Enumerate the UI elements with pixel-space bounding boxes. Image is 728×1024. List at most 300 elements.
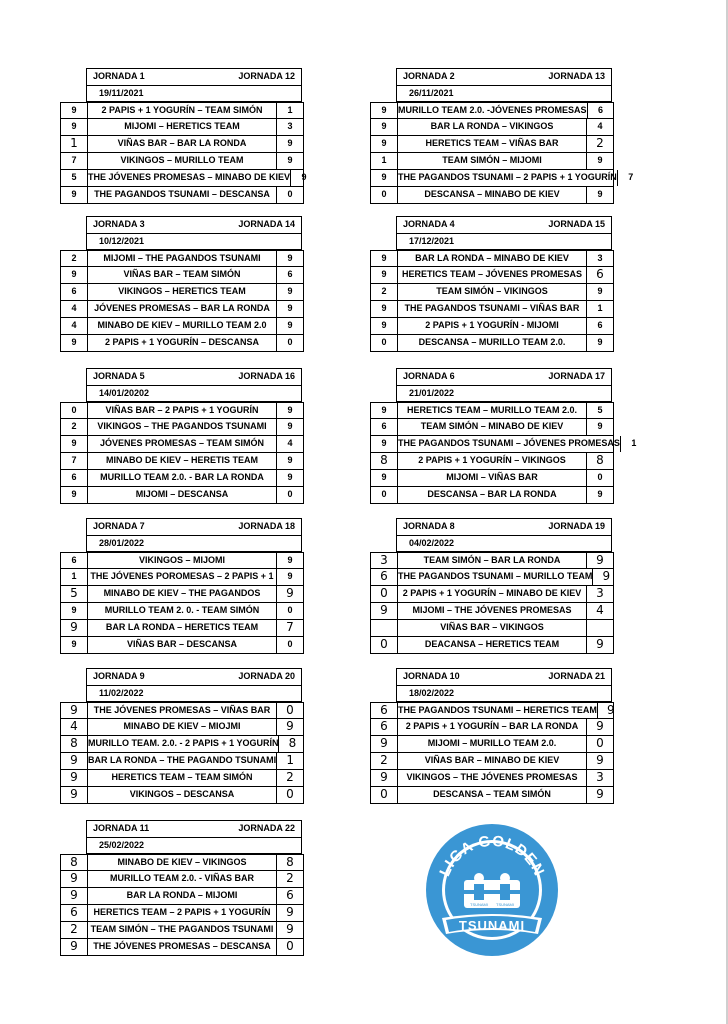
away-score: 9 [287,303,293,313]
match-row [370,603,614,620]
match-teams: 2 PAPIS + 1 YOGURÍN – DESCANSA [87,335,277,351]
away-score: 6 [598,105,604,115]
jornada-right-label: JORNADA 22 [238,823,295,833]
away-score: 3 [596,586,604,600]
match-teams: MINABO DE KIEV – MURILLO TEAM 2.0 [87,318,277,334]
match-teams: HERETICS TEAM – JÓVENES PROMESAS [397,267,587,283]
match-teams: THE PAGANDOS TSUNAMI – DESCANSA [87,187,277,203]
match-row [60,153,304,170]
home-score: 1 [70,136,78,150]
jornada-header [396,68,612,102]
home-score: 2 [71,253,77,263]
match-teams: VIKINGOS – THE PAGANDOS TSUNAMI [87,419,277,435]
match-teams: DESCANSA – MINABO DE KIEV [397,187,587,203]
match-teams: MINABO DE KIEV – MIOJMI [87,719,277,735]
match-row [370,301,614,318]
match-row [370,250,614,267]
match-row [370,402,614,419]
match-row [60,119,304,136]
away-score: 0 [286,787,294,801]
match-row [60,419,304,436]
match-teams: HERETICS TEAM – TEAM SIMÓN [87,770,277,786]
away-score: 9 [287,555,293,565]
match-teams: MINABO DE KIEV – THE PAGANDOS [87,586,277,602]
match-teams: VIKINGOS – DESCANSA [87,787,277,803]
match-row [370,787,614,804]
home-score: 9 [381,269,387,279]
match-teams: THE JÓVENES POROMESAS – 2 PAPIS + 1 [87,569,277,585]
away-score: 0 [286,939,294,953]
away-score: 9 [597,189,603,199]
match-teams: MIJOMI – THE JÓVENES PROMESAS [397,603,587,619]
jornada-left-label: JORNADA 4 [403,219,455,229]
match-row [370,702,614,719]
match-row [60,569,304,586]
away-score: 0 [287,189,293,199]
jornada-right-label: JORNADA 17 [548,371,605,381]
away-score: 5 [597,405,603,415]
match-row [370,119,614,136]
match-row [60,603,304,620]
home-score: 7 [71,455,77,465]
away-score: 1 [597,303,603,313]
jornada-header [86,668,302,702]
away-score: 3 [596,770,604,784]
header-divider [87,535,301,536]
home-score: 9 [381,253,387,263]
home-score: 4 [71,320,77,330]
match-teams: THE JÓVENES PROMESAS – MINABO DE KIEV [87,170,291,186]
match-teams: THE PAGANDOS TSUNAMI – VIÑAS BAR [397,301,587,317]
match-row [60,335,304,352]
home-score: 9 [70,871,78,885]
match-teams: MINABO DE KIEV – VIKINGOS [87,855,277,870]
jornada-header [86,368,302,402]
jornada-header [396,518,612,552]
home-score: 6 [380,569,388,583]
jornada-date: 11/02/2022 [99,688,144,698]
jornada-date: 28/01/2022 [99,538,145,548]
jornada-block [60,820,304,956]
match-teams: VIKINGOS – THE JÓVENES PROMESAS [397,770,587,786]
match-row [60,586,304,603]
away-score: 1 [287,105,293,115]
home-score: 9 [380,603,388,617]
match-teams: THE PAGANDOS TSUNAMI – MURILLO TEAM [397,569,593,585]
away-score: 2 [286,770,294,784]
away-score: 8 [596,453,604,467]
match-row [60,770,304,787]
match-row [60,905,304,922]
match-teams: BAR LA RONDA – THE PAGANDO TSUNAMI [87,753,277,769]
home-score: 9 [380,770,388,784]
jornada-block [60,368,304,504]
match-row [60,136,304,153]
match-teams: MURILLO TEAM 2.0. - VIÑAS BAR [87,871,277,887]
match-teams: HERETICS TEAM – MURILLO TEAM 2.0. [397,403,587,418]
home-score: 3 [380,553,388,567]
match-teams: THE PAGANDOS TSUNAMI – JÓVENES PROMESAS [397,436,621,452]
home-score: 9 [71,605,77,615]
home-score: 1 [71,571,77,581]
home-score: 9 [71,105,77,115]
away-score: 8 [288,736,297,750]
home-score: 1 [381,155,387,165]
match-row [60,854,304,871]
home-score: 0 [381,189,387,199]
home-score: 9 [71,639,77,649]
match-teams: MIJOMI – THE PAGANDOS TSUNAMI [87,251,277,266]
away-score: 9 [597,421,603,431]
logo-top-text: LIGA GOLDEN [436,832,548,880]
home-score: 2 [70,922,78,936]
home-score: 4 [71,303,77,313]
home-score: 9 [381,138,387,148]
away-score: 4 [287,438,293,448]
home-score: 2 [380,753,388,767]
jornada-block [370,668,614,804]
jornada-block [370,368,637,504]
match-teams: VIÑAS BAR – MINABO DE KIEV [397,753,587,769]
match-row [60,250,304,267]
home-score: 9 [71,189,77,199]
match-row [370,335,614,352]
jornada-right-label: JORNADA 20 [238,671,295,681]
away-score: 9 [597,489,603,499]
match-teams: TEAM SIMÓN – MIJOMI [397,153,587,169]
match-teams: 2 PAPIS + 1 YOGURÍN – MINABO DE KIEV [397,586,587,602]
jornada-block [60,68,307,204]
match-teams: THE JÓVENES PROMESAS – DESCANSA [87,939,277,955]
away-score: 2 [596,136,604,150]
away-score: 9 [287,455,293,465]
home-score: 0 [380,586,388,600]
header-divider [87,685,301,686]
match-teams: MURILLO TEAM. 2.0. - 2 PAPIS + 1 YOGURÍN [87,736,279,752]
home-score: 9 [70,770,78,784]
home-score: 9 [381,405,387,415]
away-score: 9 [596,787,604,801]
jornada-left-label: JORNADA 7 [93,521,145,531]
match-row [60,267,304,284]
jornada-right-label: JORNADA 21 [548,671,605,681]
match-row [370,719,614,736]
match-teams: TEAM SIMÓN – MINABO DE KIEV [397,419,587,435]
home-score: 6 [381,421,387,431]
jornada-left-label: JORNADA 6 [403,371,455,381]
away-score: 9 [286,586,294,600]
match-teams: VIÑAS BAR – DESCANSA [87,637,277,653]
home-score: 6 [380,719,388,733]
match-teams: HERETICS TEAM – VIÑAS BAR [397,136,587,152]
away-score: 3 [597,253,603,263]
away-score: 6 [596,267,604,281]
match-teams: THE PAGANDOS TSUNAMI – 2 PAPIS + 1 YOGURÍN [397,170,618,186]
match-row [370,620,614,637]
jornada-left-label: JORNADA 5 [93,371,145,381]
jornada-left-label: JORNADA 2 [403,71,455,81]
match-teams: BAR LA RONDA – MINABO DE KIEV [397,251,587,266]
match-row [370,637,614,654]
home-score: 2 [71,421,77,431]
away-score: 0 [597,472,603,482]
match-row [60,284,304,301]
header-divider [397,685,611,686]
match-row [60,719,304,736]
match-row [370,552,614,569]
away-score: 9 [607,703,615,717]
home-score: 9 [381,172,387,182]
match-teams: BAR LA RONDA – MIJOMI [87,888,277,904]
match-teams: BAR LA RONDA – VIKINGOS [397,119,587,135]
away-score: 9 [286,905,294,919]
match-teams: JÓVENES PROMESAS – TEAM SIMÓN [87,436,277,452]
jornada-left-label: JORNADA 1 [93,71,145,81]
away-score: 2 [286,871,294,885]
away-score: 9 [301,172,307,182]
match-row [370,436,637,453]
match-teams: VIÑAS BAR – 2 PAPIS + 1 YOGURÍN [87,403,277,418]
match-teams: TEAM SIMÓN – THE PAGANDOS TSUNAMI [87,922,277,938]
match-teams: MIJOMI – VIÑAS BAR [397,470,587,486]
jornada-header [86,518,302,552]
home-score: 0 [71,405,77,415]
match-row [60,470,304,487]
home-score: 4 [70,719,78,733]
match-row [60,787,304,804]
match-row [60,187,304,204]
away-score: 9 [286,719,294,733]
home-score: 2 [381,286,387,296]
jornada-header [396,668,612,702]
match-teams: DESCANSA – BAR LA RONDA [397,487,587,503]
header-divider [397,233,611,234]
match-row [60,637,304,654]
home-score: 9 [381,303,387,313]
home-score: 9 [71,121,77,131]
match-teams: MINABO DE KIEV – HERETIS TEAM [87,453,277,469]
match-row [370,470,614,487]
home-score: 9 [70,753,78,767]
jornada-date: 25/02/2022 [99,840,145,850]
away-score: 9 [287,286,293,296]
svg-text:TSUNAMI: TSUNAMI [496,902,514,907]
jornada-date: 10/12/2021 [99,236,145,246]
match-row [60,552,304,569]
match-row [60,318,304,335]
match-teams: TEAM SIMÓN – VIKINGOS [397,284,587,300]
match-row [370,419,614,436]
header-divider [87,385,301,386]
jornada-date: 18/02/2022 [409,688,455,698]
away-score: 1 [286,753,294,767]
header-divider [397,385,611,386]
jornada-header [396,368,612,402]
match-teams: VIKINGOS – MIJOMI [87,553,277,568]
home-score: 5 [71,172,77,182]
away-score: 0 [286,703,294,717]
header-divider [397,85,611,86]
jornada-left-label: JORNADA 9 [93,671,145,681]
home-score: 6 [71,555,77,565]
jornada-date: 21/01/2022 [409,388,455,398]
jornada-left-label: JORNADA 3 [93,219,145,229]
away-score: 9 [287,421,293,431]
match-teams: 2 PAPIS + 1 YOGURÍN – VIKINGOS [397,453,587,469]
jornada-left-label: JORNADA 11 [93,823,150,833]
match-teams: HERETICS TEAM – 2 PAPIS + 1 YOGURÍN [87,905,277,921]
away-score: 9 [287,155,293,165]
match-row [370,267,614,284]
match-row [60,922,304,939]
home-score: 9 [71,438,77,448]
jornada-block [60,518,304,654]
away-score: 0 [287,337,293,347]
match-teams: MURILLO TEAM 2. 0. - TEAM SIMÓN [87,603,277,619]
jornada-date: 19/11/2021 [99,88,144,98]
home-score: 9 [70,888,78,902]
home-score: 0 [381,337,387,347]
match-row [60,402,304,419]
jornada-right-label: JORNADA 13 [548,71,605,81]
home-score: 9 [380,736,388,750]
match-teams: THE PAGANDOS TSUNAMI – HERETICS TEAM [397,703,598,718]
jornada-date: 26/11/2021 [409,88,454,98]
match-row [60,871,304,888]
home-score: 8 [380,453,388,467]
match-row [370,284,614,301]
away-score: 9 [596,637,604,651]
home-score: 9 [381,438,387,448]
away-score: 4 [596,603,604,617]
jornada-right-label: JORNADA 19 [548,521,605,531]
away-score: 9 [286,922,294,936]
match-row [370,753,614,770]
match-row [370,153,614,170]
home-score: 0 [380,787,388,801]
match-row [60,436,304,453]
match-row [60,453,304,470]
home-score: 9 [70,939,78,953]
home-score: 9 [71,489,77,499]
home-score: 9 [70,620,78,634]
home-score: 9 [381,320,387,330]
match-teams: DEACANSA – HERETICS TEAM [397,637,587,653]
match-teams: DESCANSA – TEAM SIMÓN [397,787,587,803]
home-score: 6 [70,905,78,919]
home-score [371,620,397,636]
jornada-right-label: JORNADA 12 [238,71,295,81]
match-row [370,453,614,470]
match-teams: THE JÓVENES PROMESAS – VIÑAS BAR [87,703,277,718]
jornada-header [86,820,302,854]
home-score: 6 [71,286,77,296]
jornada-right-label: JORNADA 18 [238,521,295,531]
match-row [370,187,614,204]
jornada-block [60,668,304,804]
match-teams: 2 PAPIS + 1 YOGURÍN – TEAM SIMÓN [87,103,277,118]
liga-golden-tsunami-logo [424,822,560,958]
match-row [60,170,307,187]
jornada-header [86,216,302,250]
jornada-block [370,518,614,654]
match-teams: DESCANSA – MURILLO TEAM 2.0. [397,335,587,351]
away-score: 9 [287,138,293,148]
away-score: 0 [596,736,604,750]
header-divider [87,85,301,86]
away-score: 9 [596,553,604,567]
match-teams: VIKINGOS – MURILLO TEAM [87,153,277,169]
away-score: 0 [287,639,293,649]
away-score: 3 [287,121,293,131]
away-score: 8 [286,855,294,869]
match-teams: VIÑAS BAR – BAR LA RONDA [87,136,277,152]
away-score: 9 [287,472,293,482]
away-score: 7 [286,620,294,634]
match-teams: JÓVENES PROMESAS – BAR LA RONDA [87,301,277,317]
jornada-block [60,216,304,352]
match-row [60,301,304,318]
home-score: 9 [70,787,78,801]
home-score: 6 [71,472,77,482]
match-row [370,770,614,787]
match-teams: MIJOMI – DESCANSA [87,487,277,503]
jornada-header [86,68,302,102]
jornada-left-label: JORNADA 10 [403,671,460,681]
match-row [60,102,304,119]
match-teams: VIÑAS BAR – TEAM SIMÓN [87,267,277,283]
jornada-block [370,216,614,352]
home-score: 9 [71,337,77,347]
away-score: 9 [287,571,293,581]
match-row [60,487,304,504]
jornada-block [370,68,634,204]
match-row [370,736,614,753]
match-row [60,939,304,956]
away-score: 9 [602,569,611,583]
match-teams: 2 PAPIS + 1 YOGURÍN – BAR LA RONDA [397,719,587,735]
home-score: 0 [380,637,388,651]
away-score: 6 [286,888,294,902]
jornada-date: 17/12/2021 [409,236,455,246]
home-score: 9 [381,472,387,482]
header-divider [397,535,611,536]
jornada-right-label: JORNADA 16 [238,371,295,381]
header-divider [87,233,301,234]
jornada-header [396,216,612,250]
match-row [60,753,304,770]
match-teams: MIJOMI – HERETICS TEAM [87,119,277,135]
away-score: 9 [597,155,603,165]
away-score [587,620,613,636]
home-score: 9 [71,269,77,279]
match-teams: MURILLO TEAM 2.0. -JÓVENES PROMESAS [397,103,588,118]
match-row [370,170,634,187]
home-score: 9 [381,121,387,131]
away-score: 6 [597,320,603,330]
away-score: 9 [597,286,603,296]
home-score: 8 [70,855,78,869]
home-score: 9 [381,105,387,115]
home-score: 7 [71,155,77,165]
home-score: 0 [381,489,387,499]
match-row [370,586,614,603]
match-row [60,620,304,637]
away-score: 9 [597,337,603,347]
logo-bottom-text: TSUNAMI [458,918,526,933]
logo-badge-text: TSUNAMI [470,902,488,907]
match-row [370,569,614,586]
